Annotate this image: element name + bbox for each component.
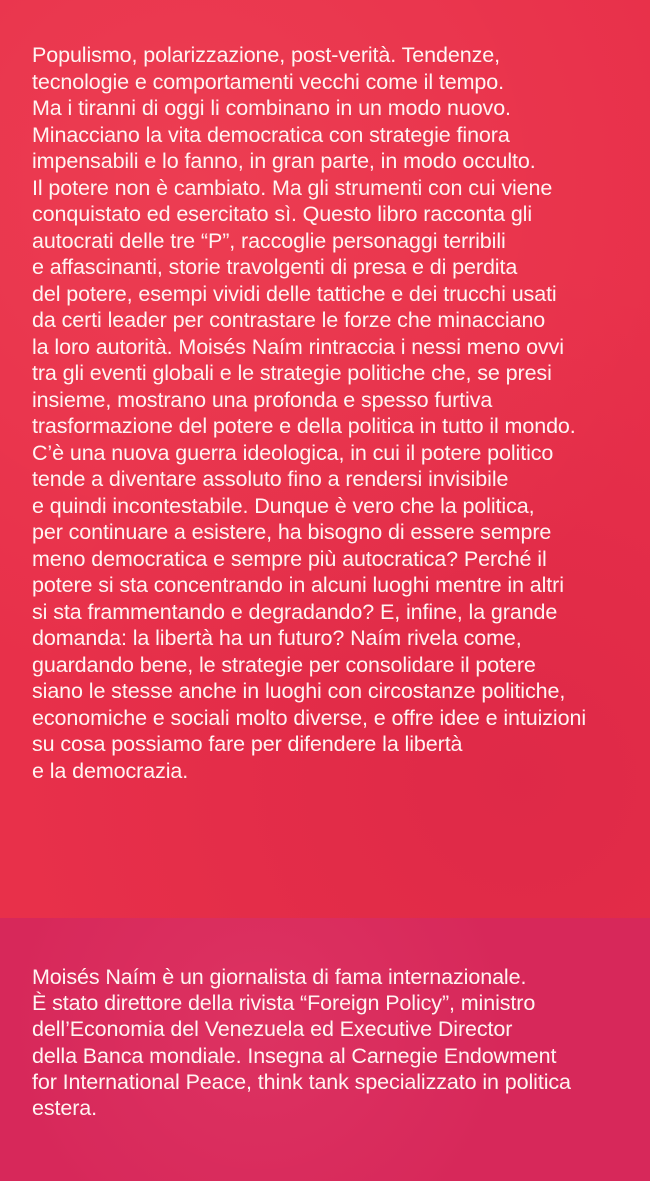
blurb-line: C’è una nuova guerra ideologica, in cui il potere politico xyxy=(32,440,554,465)
blurb-line: meno democratica e sempre più autocratica? Perché il xyxy=(32,546,547,571)
blurb-line: la loro autorità. Moisés Naím rintraccia i nessi meno ovvi xyxy=(32,334,564,359)
blurb-line: e quindi incontestabile. Dunque è vero che la politica, xyxy=(32,493,535,518)
blurb-line: insieme, mostrano una profonda e spesso furtiva xyxy=(32,387,493,412)
blurb-line: si sta frammentando e degradando? E, infine, la grande xyxy=(32,599,558,624)
blurb-line: Minacciano la vita democratica con strategie finora xyxy=(32,122,510,147)
bio-line: dell’Economia del Venezuela ed Executive Director xyxy=(32,1017,513,1042)
blurb-line: del potere, esempi vividi delle tattiche e dei trucchi usati xyxy=(32,281,557,306)
blurb-line: per continuare a esistere, ha bisogno di essere sempre xyxy=(32,520,552,544)
bio-line: for International Peace, think tank specializzato in politica xyxy=(32,1069,571,1094)
bio-line: Moisés Naím è un giornalista di fama internazionale. xyxy=(32,965,527,989)
bio-line: estera. xyxy=(32,1095,98,1120)
blurb-line: Ma i tiranni di oggi li combinano in un modo nuovo. xyxy=(32,96,511,120)
blurb-line: trasformazione del potere e della politica in tutto il mondo. xyxy=(32,414,576,438)
blurb-line: Populismo, polarizzazione, post-verità. Tendenze, xyxy=(32,43,500,67)
bio-line: della Banca mondiale. Insegna al Carnegie Endowment xyxy=(32,1043,557,1068)
blurb-line: potere si sta concentrando in alcuni luoghi mentre in altri xyxy=(32,573,564,597)
blurb-line: autocrati delle tre “P”, raccoglie personaggi terribili xyxy=(32,228,506,253)
blurb-line: da certi leader per contrastare le forze che minacciano xyxy=(32,308,546,332)
blurb-line: tra gli eventi globali e le strategie politiche che, se presi xyxy=(32,361,552,385)
blurb-line: tende a diventare assoluto fino a rendersi invisibile xyxy=(32,467,509,491)
blurb-line: conquistato ed esercitato sì. Questo libro racconta gli xyxy=(32,202,533,226)
blurb-line: impensabili e lo fanno, in gran parte, in modo occulto. xyxy=(32,149,536,173)
blurb-line: siano le stesse anche in luoghi con circostanze politiche, xyxy=(32,679,566,703)
blurb-line: e la democrazia. xyxy=(32,758,189,783)
blurb-line: economiche e sociali molto diverse, e offre idee e intuizioni xyxy=(32,705,587,730)
blurb-line: Il potere non è cambiato. Ma gli strumenti con cui viene xyxy=(32,175,553,200)
blurb-line: su cosa possiamo fare per difendere la libertà xyxy=(32,732,463,756)
author-bio xyxy=(32,964,632,1121)
blurb-line: guardando bene, le strategie per consolidare il potere xyxy=(32,652,536,677)
bio-line: È stato direttore della rivista “Foreign Policy”, ministro xyxy=(32,991,536,1016)
blurb-line: e affascinanti, storie travolgenti di presa e di perdita xyxy=(32,255,518,279)
book-blurb xyxy=(32,42,632,784)
blurb-line: domanda: la libertà ha un futuro? Naím rivela come, xyxy=(32,626,522,650)
blurb-line: tecnologie e comportamenti vecchi come il tempo. xyxy=(32,69,505,94)
